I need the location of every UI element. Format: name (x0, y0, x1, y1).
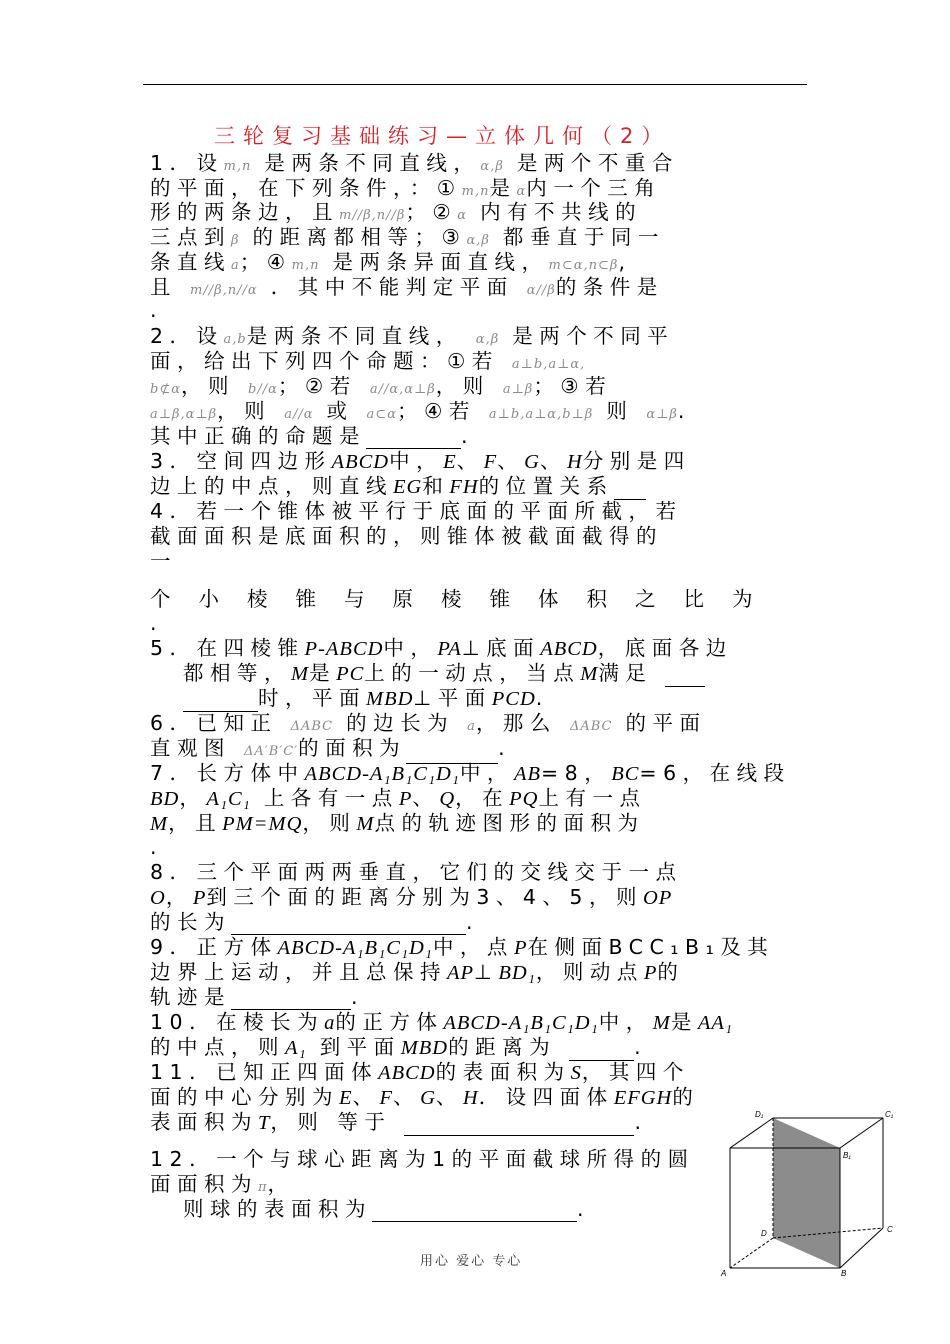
q2-line-2: 面，给出下列四个命题：①若 a⊥b,a⊥α, (150, 349, 586, 373)
q10-answer-blank (569, 1042, 634, 1061)
q1-line-4: 三点到β 的距离都相等；③α,β 都垂直于同一 (150, 225, 665, 249)
q8-line-1: 8．三个平面两两垂直，它们的交线交于一点 (150, 860, 683, 884)
q5-line-3: 时，平面MBD⊥平面PCD. (183, 686, 833, 712)
q6-line-2: 直观图 ΔA′B′C′的面积为 . (150, 736, 800, 764)
label-a: A (721, 1269, 727, 1278)
q2-line-5: 其中正确的命题是 . (150, 424, 475, 448)
q12-line-1: 12．一个与球心距离为1的平面截球所得的圆 (150, 1147, 695, 1171)
q1-line-2: 的平面，在下列条件，：①m,n是α内一个三角 (150, 176, 662, 200)
q4-line-5: . (150, 611, 164, 635)
q7-line-4: . (150, 835, 164, 859)
q1-line-7: . (150, 298, 164, 322)
q3-line-1: 3．空间四边形ABCD中，E、F、G、H分别是四 (150, 449, 691, 473)
q7-line-3: M，且PM=MQ，则M点的轨迹图形的面积为 (150, 811, 645, 835)
label-d1: D₁ (755, 1110, 764, 1119)
label-b1: B₁ (843, 1151, 851, 1160)
q9-answer-blank (231, 991, 351, 1010)
q12-answer-blank (372, 1203, 577, 1222)
q8-answer-blank (231, 916, 466, 935)
q3-line-2: 边上的中点，则直线EG和FH的位置关系 (150, 474, 800, 500)
q2-answer-blank (366, 430, 461, 449)
q9-line-2: 边界上运动，并且总保持AP⊥BD₁，则动点P的 (150, 960, 685, 984)
q10-line-2: 的中点，则A₁ 到平面MBD的距离为 . (150, 1035, 648, 1059)
page-title: 三轮复习基础练习—立体几何（2） (214, 124, 671, 148)
edge-c1b1 (840, 1118, 883, 1148)
q2-line-3: b⊄α，则 b//α；②若 a//α,α⊥β，则 a⊥β；③若 (150, 374, 613, 398)
label-d: D (761, 1229, 767, 1238)
header-rule (143, 84, 807, 85)
q4-line-1: 4．若一个锥体被平行于底面的平面所截，若 (150, 499, 683, 523)
label-b: B (841, 1269, 847, 1278)
edge-bc (840, 1228, 883, 1268)
q9-line-1: 9．正方体ABCD-A₁B₁C₁D₁中，点P在侧面BCC₁B₁及其 (150, 935, 775, 959)
q2-line-1: 2．设a,b是两条不同直线， α,β 是两个不同平 (150, 324, 675, 348)
q2-line-4: a⊥β,α⊥β，则 a//α 或 a⊂α；④若 a⊥b,a⊥α,b⊥β 则 α⊥β. (150, 399, 691, 423)
q4-line-3: 一 (150, 549, 177, 573)
q1-line-3: 形的两条边，且m//β,n//β；②α 内有不共线的 (150, 200, 643, 224)
label-c: C (887, 1225, 893, 1234)
q1-line-1: 1．设m,n 是两条不同直线，α,β 是两个不重合 (150, 151, 679, 175)
edge-da (730, 1238, 773, 1268)
q10-line-1: 10．在棱长为a的正方体ABCD-A₁B₁C₁D₁中，M是AA₁ (150, 1010, 733, 1034)
q8-line-3: 的长为 . (150, 910, 480, 934)
q11-answer-blank (404, 1117, 634, 1136)
q12-line-2: 面面积为π， (150, 1172, 295, 1196)
q11-line-1: 11．已知正四面体ABCD的表面积为S，其四个 (150, 1060, 690, 1084)
q3-answer-blank (614, 481, 646, 500)
label-c1: C₁ (885, 1110, 894, 1119)
q6-line-1: 6．已知正 ΔABC 的边长为 a，那么 ΔABC 的平面 (150, 711, 707, 735)
q9-line-3: 轨迹是 . (150, 985, 365, 1009)
q5-answer-blank-1 (665, 668, 705, 687)
shaded-section (773, 1118, 840, 1268)
q7-line-2: BD，A₁C₁ 上各有一点P、Q，在PQ上有一点 (150, 786, 647, 810)
q1-line-6: 且 m//β,n//α ．其中不能判定平面 α//β的条件是 (150, 275, 664, 299)
q5-answer-blank-2 (183, 693, 258, 712)
q8-line-2: O，P到三个面的距离分别为3、4、5，则OP (150, 885, 673, 909)
q11-line-3: 表面积为T，则 等于 . (150, 1110, 648, 1134)
cube-figure (715, 1108, 900, 1278)
q5-line-2: 都相等，M是PC上的一动点，当点M满足 (183, 661, 833, 687)
q11-line-2: 面的中心分别为E、F、G、H．设四面体EFGH的 (150, 1085, 700, 1109)
page-footer: 用心 爱心 专心 (420, 1254, 523, 1269)
q7-line-1: 7．长方体中ABCD-A₁B₁C₁D₁中，AB=8，BC=6，在线段 (150, 761, 791, 785)
q4-line-4: 个小棱锥与原棱锥体积之比为 (150, 587, 781, 611)
q12-line-3: 则球的表面积为 . (183, 1197, 591, 1221)
edge-d1a1 (730, 1118, 773, 1148)
q4-line-2: 截面面积是底面积的，则锥体被截面截得的 (150, 524, 663, 548)
q5-line-1: 5．在四棱锥P-ABCD中，PA⊥底面ABCD，底面各边 (150, 636, 733, 660)
q1-line-5: 条直线a；④m,n 是两条异面直线，m⊂α,n⊂β, (150, 250, 632, 274)
